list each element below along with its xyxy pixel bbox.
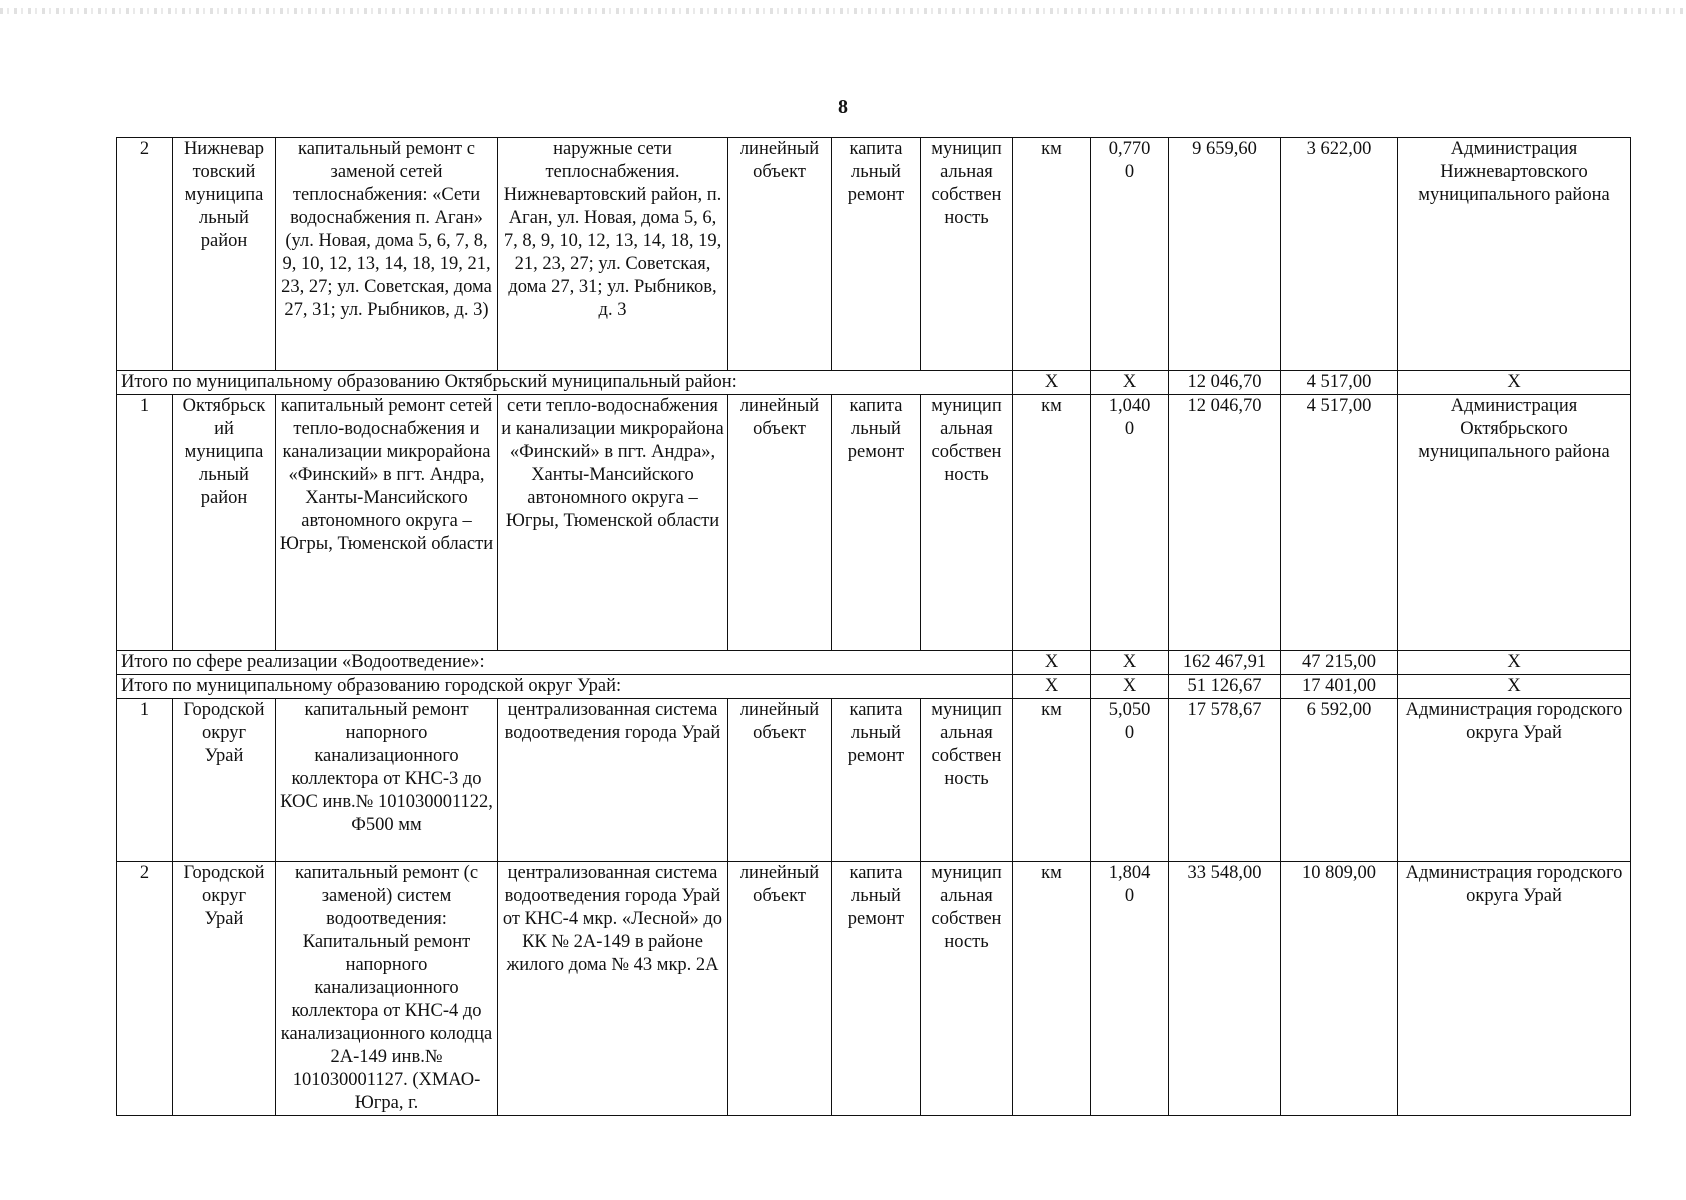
municipality-cell: Нижневар товский муниципа льный район bbox=[173, 138, 276, 371]
cost-fund-cell: 17 401,00 bbox=[1281, 675, 1398, 699]
work-type-cell: капита льный ремонт bbox=[832, 699, 921, 862]
row-number: 1 bbox=[117, 395, 173, 651]
ownership-cell: муницип альная собствен ность bbox=[921, 138, 1013, 371]
quantity-cell: X bbox=[1091, 675, 1169, 699]
customer-cell: Администрация городского округа Урай bbox=[1398, 862, 1631, 1116]
ownership-cell: муницип альная собствен ность bbox=[921, 862, 1013, 1116]
cost-fund-cell: 3 622,00 bbox=[1281, 138, 1398, 371]
quantity-cell: 1,804 0 bbox=[1091, 862, 1169, 1116]
unit-cell: км bbox=[1013, 138, 1091, 371]
work-description-cell: капитальный ремонт (с заменой) систем водоотведения: Капитальный ремонт напорного канализационного коллектора от КНС-4 до канализационного колодца 2А-149 инв.№ 101030001127. (ХМАО-Югра, г. bbox=[276, 862, 498, 1116]
unit-cell: X bbox=[1013, 675, 1091, 699]
customer-cell: X bbox=[1398, 675, 1631, 699]
customer-cell: Администрация городского округа Урай bbox=[1398, 699, 1631, 862]
total-label: Итого по муниципальному образованию Октябрьский муниципальный район: bbox=[117, 371, 1013, 395]
municipality-cell: Городской округ Урай bbox=[173, 699, 276, 862]
customer-cell: Администрация Октябрьского муниципального района bbox=[1398, 395, 1631, 651]
quantity-cell: X bbox=[1091, 371, 1169, 395]
cost-total-cell: 12 046,70 bbox=[1169, 371, 1281, 395]
table-total-row bbox=[117, 371, 1631, 395]
work-type-cell: капита льный ремонт bbox=[832, 395, 921, 651]
quantity-cell: 0,770 0 bbox=[1091, 138, 1169, 371]
work-description-cell: капитальный ремонт с заменой сетей теплоснабжения: «Сети водоснабжения п. Аган» (ул. Новая, дома 5, 6, 7, 8, 9, 10, 12, 13, 14, 18, 19, 21, 23, 27; ул. Советская, дома 27, 31; ул. Рыбников, д. 3) bbox=[276, 138, 498, 371]
quantity-cell: 5,050 0 bbox=[1091, 699, 1169, 862]
work-type-cell: капита льный ремонт bbox=[832, 862, 921, 1116]
table-total-row bbox=[117, 651, 1631, 675]
cost-fund-cell: 4 517,00 bbox=[1281, 371, 1398, 395]
object-type-cell: линейный объект bbox=[728, 138, 832, 371]
total-label: Итого по муниципальному образованию городской округ Урай: bbox=[117, 675, 1013, 699]
cost-total-cell: 9 659,60 bbox=[1169, 138, 1281, 371]
work-type-cell: капита льный ремонт bbox=[832, 138, 921, 371]
object-description-cell: наружные сети теплоснабжения. Нижневартовский район, п. Аган, ул. Новая, дома 5, 6, 7, 8, 9, 10, 12, 13, 14, 18, 19, 21, 23, 27; ул. Советская, дома 27, 31; ул. Рыбников, д. 3 bbox=[498, 138, 728, 371]
customer-cell: X bbox=[1398, 371, 1631, 395]
table-row bbox=[117, 395, 1631, 651]
cost-total-cell: 12 046,70 bbox=[1169, 395, 1281, 651]
object-description-cell: централизованная система водоотведения города Урай bbox=[498, 699, 728, 862]
capital-repair-table bbox=[116, 137, 1631, 1116]
cost-total-cell: 51 126,67 bbox=[1169, 675, 1281, 699]
cost-fund-cell: 4 517,00 bbox=[1281, 395, 1398, 651]
unit-cell: км bbox=[1013, 862, 1091, 1116]
cost-total-cell: 17 578,67 bbox=[1169, 699, 1281, 862]
object-type-cell: линейный объект bbox=[728, 862, 832, 1116]
cost-fund-cell: 10 809,00 bbox=[1281, 862, 1398, 1116]
municipality-cell: Городской округ Урай bbox=[173, 862, 276, 1116]
ownership-cell: муницип альная собствен ность bbox=[921, 395, 1013, 651]
scan-edge-artifact bbox=[0, 8, 1686, 14]
unit-cell: X bbox=[1013, 651, 1091, 675]
row-number: 2 bbox=[117, 138, 173, 371]
cost-fund-cell: 6 592,00 bbox=[1281, 699, 1398, 862]
municipality-cell: Октябрьск ий муниципа льный район bbox=[173, 395, 276, 651]
customer-cell: X bbox=[1398, 651, 1631, 675]
object-description-cell: сети тепло-водоснабжения и канализации микрорайона «Финский» в пгт. Андра», Ханты-Мансийского автономного округа – Югры, Тюменской области bbox=[498, 395, 728, 651]
object-type-cell: линейный объект bbox=[728, 395, 832, 651]
cost-total-cell: 162 467,91 bbox=[1169, 651, 1281, 675]
table-total-row bbox=[117, 675, 1631, 699]
table-row bbox=[117, 138, 1631, 371]
total-label: Итого по сфере реализации «Водоотведение»: bbox=[117, 651, 1013, 675]
object-type-cell: линейный объект bbox=[728, 699, 832, 862]
unit-cell: км bbox=[1013, 699, 1091, 862]
cost-fund-cell: 47 215,00 bbox=[1281, 651, 1398, 675]
table-row bbox=[117, 862, 1631, 1116]
customer-cell: Администрация Нижневартовского муниципального района bbox=[1398, 138, 1631, 371]
row-number: 1 bbox=[117, 699, 173, 862]
table-row bbox=[117, 699, 1631, 862]
work-description-cell: капитальный ремонт сетей тепло-водоснабжения и канализации микрорайона «Финский» в пгт. Андра, Ханты-Мансийского автономного округа – Югры, Тюменской области bbox=[276, 395, 498, 651]
quantity-cell: X bbox=[1091, 651, 1169, 675]
cost-total-cell: 33 548,00 bbox=[1169, 862, 1281, 1116]
object-description-cell: централизованная система водоотведения города Урай от КНС-4 мкр. «Лесной» до КК № 2А-149 в районе жилого дома № 43 мкр. 2А bbox=[498, 862, 728, 1116]
quantity-cell: 1,040 0 bbox=[1091, 395, 1169, 651]
row-number: 2 bbox=[117, 862, 173, 1116]
work-description-cell: капитальный ремонт напорного канализационного коллектора от КНС-3 до КОС инв.№ 101030001122, Ф500 мм bbox=[276, 699, 498, 862]
page-number: 8 bbox=[838, 96, 848, 118]
ownership-cell: муницип альная собствен ность bbox=[921, 699, 1013, 862]
unit-cell: X bbox=[1013, 371, 1091, 395]
unit-cell: км bbox=[1013, 395, 1091, 651]
